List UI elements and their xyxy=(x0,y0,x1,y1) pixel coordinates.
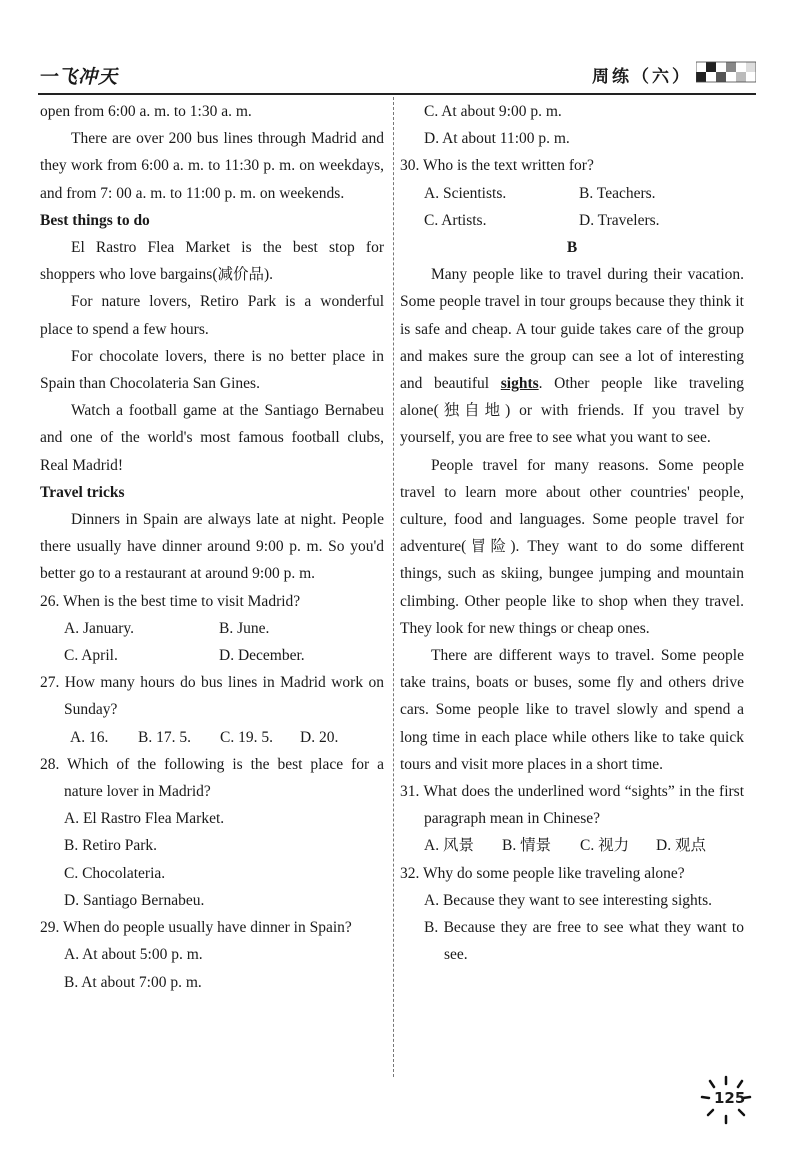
right-column xyxy=(400,98,744,969)
option: C. 视力 xyxy=(580,837,630,855)
options-row xyxy=(400,207,744,234)
underlined-word: sights xyxy=(500,375,539,393)
checker-decoration-icon xyxy=(696,60,756,84)
option: B. At about 7:00 p. m. xyxy=(64,973,202,991)
paragraph: There are different ways to travel. Some people take trains, boats or buses, some fly and others drive cars. Some people like to travel slowly and spend a long time in each place while others like to take quick tours and visit more places in a short time. xyxy=(400,647,744,773)
page-number: 125 xyxy=(714,1089,746,1107)
section-heading: Travel tricks xyxy=(40,483,125,501)
option: B. June. xyxy=(219,619,270,637)
option: D. 20. xyxy=(300,728,339,746)
paragraph: For nature lovers, Retiro Park is a wonderful place to spend a few hours. xyxy=(40,293,384,338)
paragraph: open from 6:00 a. m. to 1:30 a. m. xyxy=(40,103,252,120)
option: A. El Rastro Flea Market. xyxy=(64,810,225,828)
option: D. December. xyxy=(219,647,305,665)
page-header xyxy=(38,56,756,96)
page-number-badge xyxy=(700,1075,752,1125)
option: D. At about 11:00 p. m. xyxy=(424,130,570,148)
options-row xyxy=(400,832,744,859)
paragraph: Watch a football game at the Santiago Bernabeu and one of the world's most famous football clubs, Real Madrid! xyxy=(40,402,384,474)
paragraph: El Rastro Flea Market is the best stop for shoppers who love bargains(减价品). xyxy=(40,239,384,284)
paragraph: There are over 200 bus lines through Madrid and they work from 6:00 a. m. to 11:30 p. m. on weekdays, and from 7: 00 a. m. to 11:00 p. m. on weekends. xyxy=(40,130,384,202)
question-26: 26. When is the best time to visit Madrid? xyxy=(40,592,301,610)
text-run: . Other people like traveling alone(独自地) or with friends. If you travel by yourself, you are free to see what you want to see. xyxy=(400,375,744,447)
paragraph: Dinners in Spain are always late at night. People there usually have dinner around 9:00 p. m. So you'd better go to a restaurant at around 9:00 p. m. xyxy=(40,511,384,583)
option: A. Because they want to see interesting sights. xyxy=(424,891,712,909)
option: B. Teachers. xyxy=(579,184,656,202)
option: D. Santiago Bernabeu. xyxy=(64,891,205,909)
option: C. 19. 5. xyxy=(220,728,273,746)
option: B. 情景 xyxy=(502,837,552,855)
paragraph: People travel for many reasons. Some people travel to learn more about other countries' people, culture, food and languages. Some people travel for adventure(冒险). They want to do some different things, such as skiing, bungee jumping and mountain climbing. Other people like to shop when they travel. They look for new things or cheap ones. xyxy=(400,456,744,637)
question-27: 27. How many hours do bus lines in Madrid work on Sunday? xyxy=(40,674,384,719)
section-heading: Best things to do xyxy=(40,211,150,229)
options-row xyxy=(40,724,384,751)
options-row xyxy=(40,642,384,669)
option: A. January. xyxy=(64,619,135,637)
options-row xyxy=(400,180,744,207)
option: A. 风景 xyxy=(424,837,474,855)
section-label: B xyxy=(566,239,578,257)
option: C. Artists. xyxy=(424,211,487,229)
text-run: Many people like to travel during their vacation. Some people travel in tour groups because they think it is safe and cheap. A tour guide takes care of the group and makes sure the group can see a lot of interesting and beautiful xyxy=(400,266,744,393)
option: C. At about 9:00 p. m. xyxy=(424,103,562,120)
paragraph: For chocolate lovers, there is no better place in Spain than Chocolateria San Gines. xyxy=(40,347,384,393)
option: A. Scientists. xyxy=(424,184,507,202)
options-row xyxy=(40,615,384,642)
option: C. Chocolateria. xyxy=(64,864,166,882)
left-column xyxy=(40,98,384,996)
question-32: 32. Why do some people like traveling alone? xyxy=(400,864,685,882)
option: B. Retiro Park. xyxy=(64,837,157,855)
option: A. 16. xyxy=(70,728,109,746)
option: A. At about 5:00 p. m. xyxy=(64,946,203,964)
paragraph xyxy=(400,261,744,451)
question-30: 30. Who is the text written for? xyxy=(400,157,594,175)
header-rule xyxy=(38,93,756,95)
option: C. April. xyxy=(64,647,118,665)
column-divider xyxy=(393,97,394,1077)
question-31: 31. What does the underlined word “sights” in the first paragraph mean in Chinese? xyxy=(400,783,744,828)
brand-logo: 一飞冲天 xyxy=(38,66,119,88)
question-29: 29. When do people usually have dinner in Spain? xyxy=(40,919,352,937)
question-28: 28. Which of the following is the best place for a nature lover in Madrid? xyxy=(40,755,384,801)
week-title: 周练（六） xyxy=(592,67,692,87)
option: D. 观点 xyxy=(656,837,706,855)
option: D. Travelers. xyxy=(579,211,660,229)
option: B. 17. 5. xyxy=(138,728,191,746)
option: B. Because they are free to see what they want to see. xyxy=(424,919,744,964)
